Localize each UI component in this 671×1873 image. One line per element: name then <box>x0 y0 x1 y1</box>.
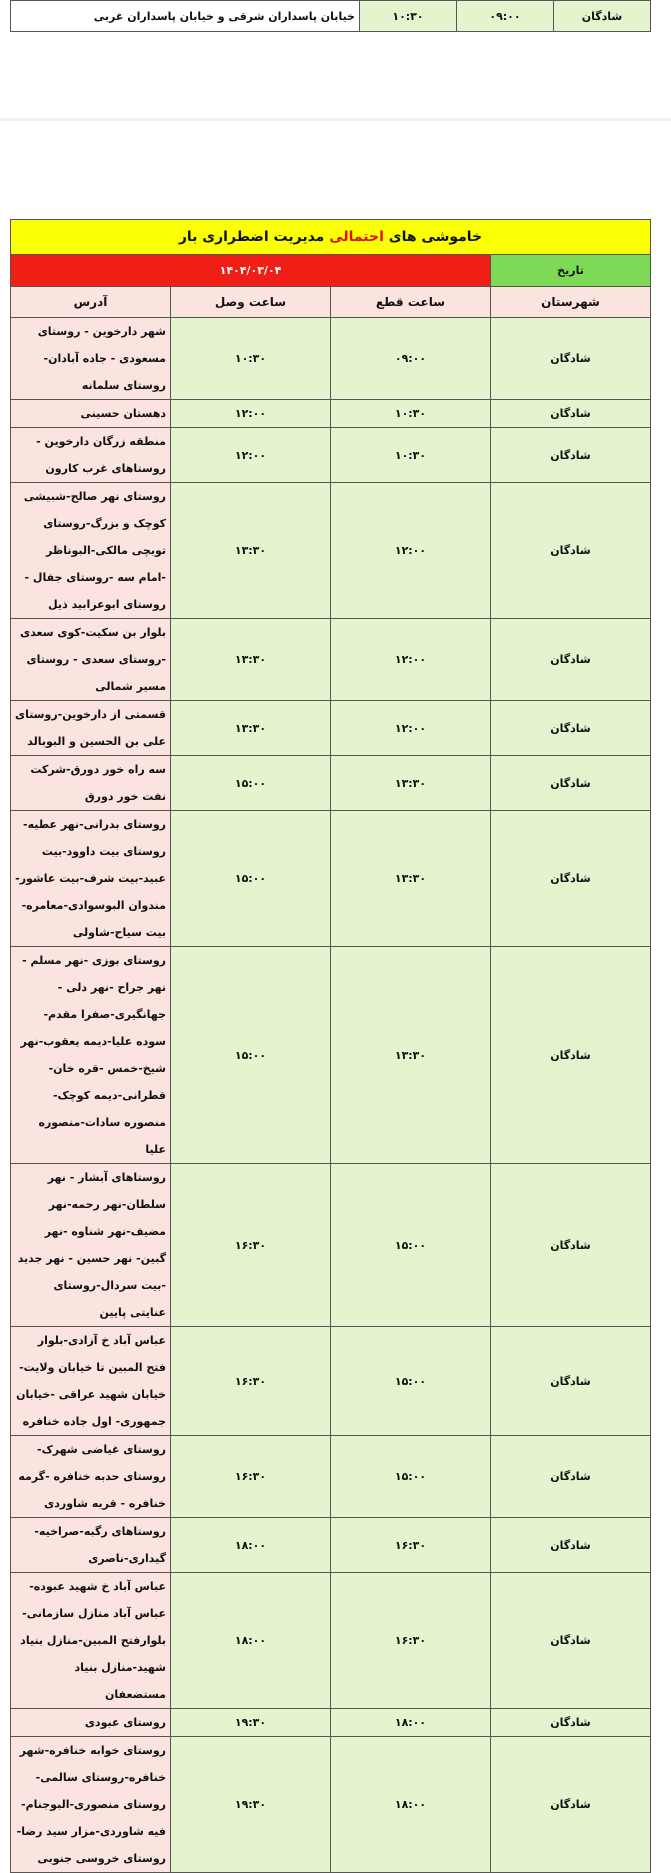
address-cell: خیابان پاسداران شرقی و خیابان پاسداران غربی <box>11 1 360 32</box>
cut-time-cell: ۱۸:۰۰ <box>331 1737 491 1873</box>
title-part-1: خاموشی های <box>383 229 483 245</box>
city-cell: شادگان <box>491 1573 651 1709</box>
table-title <box>11 220 651 255</box>
table-row <box>11 701 651 756</box>
address-cell: قسمتی از دارخوین-روستای علی بن الحسین و البوبالد <box>11 701 171 756</box>
city-cell: شادگان <box>491 947 651 1164</box>
header-address: آدرس <box>11 287 171 318</box>
table-row <box>11 1164 651 1327</box>
address-cell: بلوار بن سکیت-کوی سعدی -روستای سعدی - روستای مسیر شمالی <box>11 619 171 701</box>
address-cell: روستای بوزی -نهر مسلم - نهر جراح -نهر دلی - جهانگیری-صفرا مقدم-سوده علیا-دیمه یعقوب-نهر شیخ-خمس -قره خان-قطرانی-دیمه کوچک-منصوره سادات-منصوره علیا <box>11 947 171 1164</box>
cut-time-cell: ۱۳:۳۰ <box>331 811 491 947</box>
cut-time-cell: ۱۲:۰۰ <box>331 619 491 701</box>
table-row <box>11 811 651 947</box>
address-cell: روستای غیاضی شهرک-روستای حدبه خنافره -گرمه خنافره - قریه شاوردی <box>11 1436 171 1518</box>
city-cell: شادگان <box>491 1436 651 1518</box>
cut-time-cell: ۱۸:۰۰ <box>331 1709 491 1737</box>
city-cell: شادگان <box>491 1518 651 1573</box>
city-cell: شادگان <box>491 428 651 483</box>
date-label: تاریخ <box>491 255 651 287</box>
address-cell: شهر دارخوین - روستای مسعودی - جاده آبادان- روستای سلمانه <box>11 318 171 400</box>
cut-time-cell: ۰۹:۰۰ <box>457 1 554 32</box>
address-cell: سه راه خور دورق-شرکت نفت خور دورق <box>11 756 171 811</box>
table-row <box>11 1573 651 1709</box>
table-row <box>11 1436 651 1518</box>
city-cell: شادگان <box>491 701 651 756</box>
table-row <box>11 318 651 400</box>
address-cell: عباس آباد خ آزادی-بلوار فتح المبین تا خیابان ولایت-خیابان شهید عراقی -خیابان جمهوری- اول جاده خنافره <box>11 1327 171 1436</box>
cut-time-cell: ۱۰:۳۰ <box>331 400 491 428</box>
cut-time-cell: ۱۵:۰۰ <box>331 1436 491 1518</box>
connect-time-cell: ۱۰:۳۰ <box>360 1 457 32</box>
city-cell: شادگان <box>491 1327 651 1436</box>
city-cell: شادگان <box>491 619 651 701</box>
address-cell: روستای نهر صالح-شبیشی کوچک و بزرگ-روستای توبچی مالکی-البوناظر -امام سه -روستای جفال - روستای ابوعرابید ذیل <box>11 483 171 619</box>
cut-time-cell: ۱۵:۰۰ <box>331 1327 491 1436</box>
connect-time-cell: ۱۸:۰۰ <box>171 1518 331 1573</box>
address-cell: روستای عبودی <box>11 1709 171 1737</box>
city-cell: شادگان <box>491 483 651 619</box>
connect-time-cell: ۱۲:۰۰ <box>171 428 331 483</box>
table-row <box>11 619 651 701</box>
table-row <box>11 756 651 811</box>
city-cell: شادگان <box>491 1709 651 1737</box>
outage-schedule-table <box>10 219 651 1873</box>
address-cell: روستای بدرانی-نهر عطیه-روستای بیت داوود-بیت عبید-بیت شرف-بیت عاشور-مندوان البوسوادی-معامره-بیت سیاح-شاولی <box>11 811 171 947</box>
table-row <box>11 1737 651 1873</box>
connect-time-cell: ۱۰:۳۰ <box>171 318 331 400</box>
address-cell: روستاهای آبشار - نهر سلطان-نهر رحمه-نهر مضیف-نهر شناوه -نهر گبین- نهر حسین - نهر جدید -بیت سردال-روستای عنایتی پایین <box>11 1164 171 1327</box>
address-cell: روستای خوابه خنافره-شهر خنافره-روستای سالمی-روستای منصوری-البوجنام-فیه شاوردی-مزار سید رضا-روستای خروسی جنوبی <box>11 1737 171 1873</box>
connect-time-cell: ۱۹:۳۰ <box>171 1709 331 1737</box>
cut-time-cell: ۱۰:۳۰ <box>331 428 491 483</box>
table-row <box>11 428 651 483</box>
table-row <box>11 1 651 32</box>
connect-time-cell: ۱۹:۳۰ <box>171 1737 331 1873</box>
city-cell: شادگان <box>491 756 651 811</box>
address-cell: عباس آباد خ شهید عبوده-عباس آباد منازل سازمانی-بلوارفتح المبین-منازل بنیاد شهید-منازل بنیاد مستضعفان <box>11 1573 171 1709</box>
city-cell: شادگان <box>491 400 651 428</box>
previous-page-table <box>10 0 651 32</box>
city-cell: شادگان <box>554 1 651 32</box>
title-row <box>11 220 651 255</box>
title-part-2: مدیریت اضطراری بار <box>178 229 330 245</box>
connect-time-cell: ۱۲:۰۰ <box>171 400 331 428</box>
connect-time-cell: ۱۳:۳۰ <box>171 619 331 701</box>
connect-time-cell: ۱۳:۳۰ <box>171 483 331 619</box>
page-separator <box>0 118 671 121</box>
table-row <box>11 400 651 428</box>
address-cell: روستاهای رگبه-صراخیه-گیداری-ناصری <box>11 1518 171 1573</box>
connect-time-cell: ۱۵:۰۰ <box>171 756 331 811</box>
city-cell: شادگان <box>491 1164 651 1327</box>
cut-time-cell: ۱۲:۰۰ <box>331 701 491 756</box>
header-cut-time: ساعت قطع <box>331 287 491 318</box>
city-cell: شادگان <box>491 318 651 400</box>
cut-time-cell: ۰۹:۰۰ <box>331 318 491 400</box>
city-cell: شادگان <box>491 811 651 947</box>
connect-time-cell: ۱۶:۳۰ <box>171 1327 331 1436</box>
title-highlight: احتمالی <box>329 229 384 245</box>
table-row <box>11 1518 651 1573</box>
address-cell: دهستان حسینی <box>11 400 171 428</box>
cut-time-cell: ۱۲:۰۰ <box>331 483 491 619</box>
connect-time-cell: ۱۸:۰۰ <box>171 1573 331 1709</box>
table-row <box>11 947 651 1164</box>
connect-time-cell: ۱۶:۳۰ <box>171 1436 331 1518</box>
header-city: شهرستان <box>491 287 651 318</box>
header-connect-time: ساعت وصل <box>171 287 331 318</box>
cut-time-cell: ۱۶:۳۰ <box>331 1573 491 1709</box>
cut-time-cell: ۱۶:۳۰ <box>331 1518 491 1573</box>
connect-time-cell: ۱۶:۳۰ <box>171 1164 331 1327</box>
cut-time-cell: ۱۳:۳۰ <box>331 756 491 811</box>
table-row <box>11 1327 651 1436</box>
date-row <box>11 255 651 287</box>
rows-body <box>11 318 651 1873</box>
city-cell: شادگان <box>491 1737 651 1873</box>
date-value: ۱۴۰۴/۰۳/۰۴ <box>11 255 491 287</box>
cut-time-cell: ۱۳:۳۰ <box>331 947 491 1164</box>
table-row <box>11 1709 651 1737</box>
connect-time-cell: ۱۵:۰۰ <box>171 947 331 1164</box>
address-cell: منطقه زرگان دارخوین - روستاهای غرب کارون <box>11 428 171 483</box>
cut-time-cell: ۱۵:۰۰ <box>331 1164 491 1327</box>
connect-time-cell: ۱۳:۳۰ <box>171 701 331 756</box>
table-row <box>11 483 651 619</box>
header-row <box>11 287 651 318</box>
connect-time-cell: ۱۵:۰۰ <box>171 811 331 947</box>
